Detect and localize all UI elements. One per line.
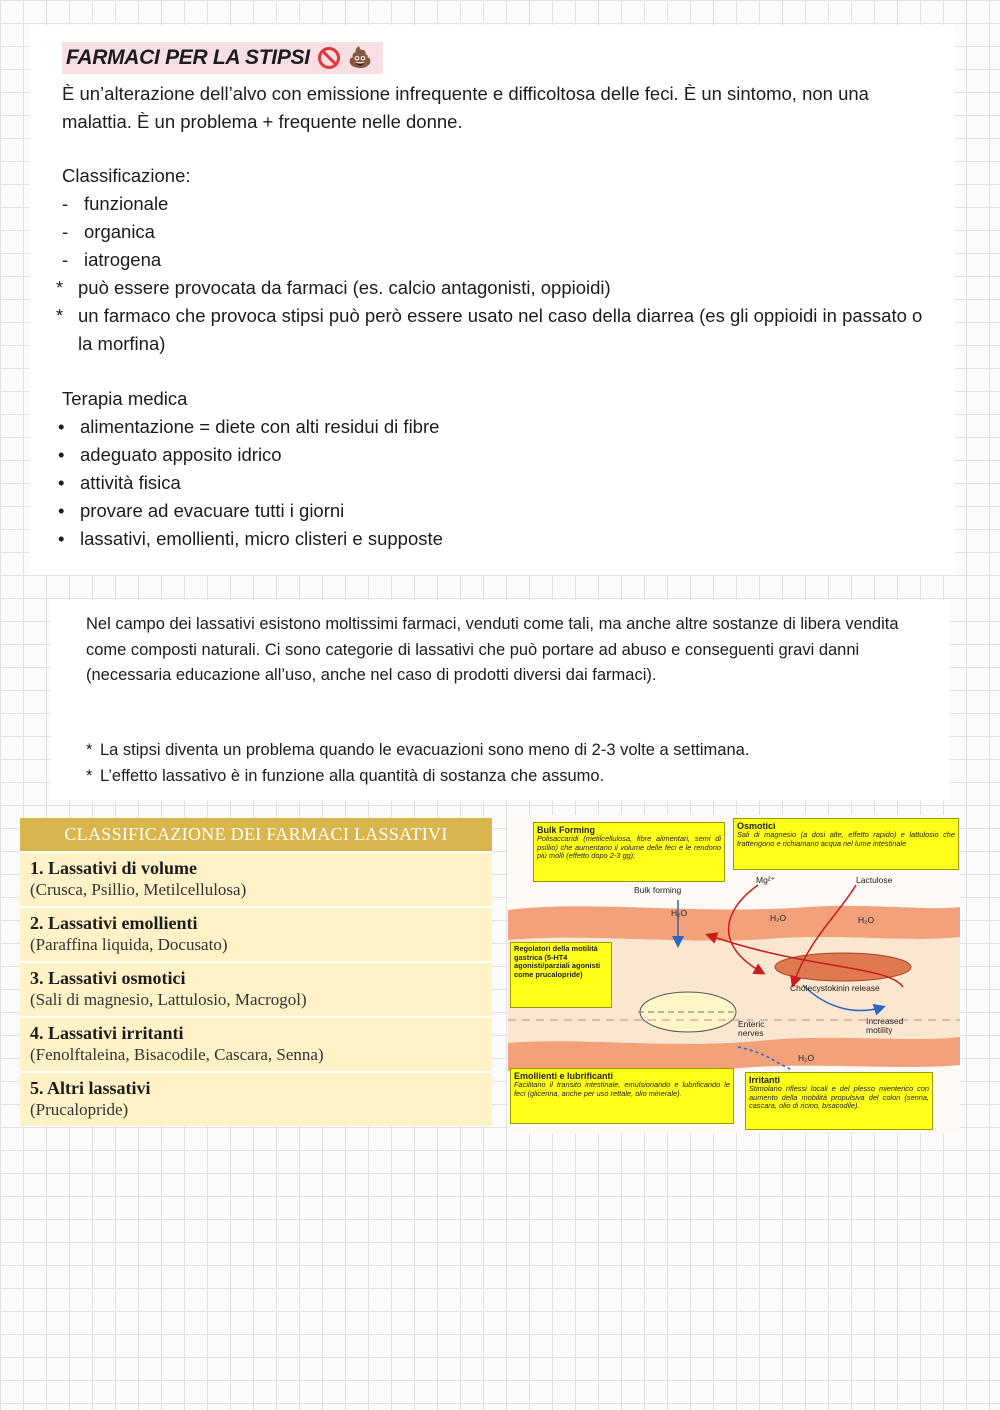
table-row <box>20 961 492 1016</box>
classification-list <box>62 190 168 274</box>
laxative-mechanisms-diagram <box>508 815 960 1133</box>
page-title <box>62 42 383 74</box>
page-title-text: FARMACI PER LA STIPSI <box>66 46 310 69</box>
row-name: 5. Altri lassativi <box>30 1078 151 1098</box>
emollients-box: Emollienti e lubrificanti Facilitano il transito intestinale, emulsionando e lubrificando le feci (glicerina, anche per uso rettale, olio minerale). <box>510 1068 734 1124</box>
therapy-heading: Terapia medica <box>62 388 188 409</box>
note-item: * un farmaco che provoca stipsi può però essere usato nel caso della diarrea (es gli oppioidi in passato o la morfina) <box>56 305 923 354</box>
row-examples: (Sali di magnesio, Lattulosio, Macrogol) <box>30 990 307 1009</box>
cholecystokinin-label: Cholecystokinin release <box>790 983 880 993</box>
h2o-label: H₂O <box>770 913 787 923</box>
list-item: • alimentazione = diete con alti residui di fibre <box>58 416 440 437</box>
laxatives-paragraph: Nel campo dei lassativi esistono moltissimi farmaci, venduti come tali, ma anche altre sostanze di libera vendita come composti naturali. Ci sono categorie di lassativi che può portare ad abuso e conseguenti gravi danni (necessaria educazione all’uso, anche nel caso di prodotti diversi dai farmaci). <box>86 615 899 684</box>
note-item: * La stipsi diventa un problema quando le evacuazioni sono meno di 2-3 volte a settimana. <box>86 741 750 759</box>
table-row <box>20 1016 492 1071</box>
mg-label: Mg²⁺ <box>756 875 776 885</box>
row-examples: (Fenolftaleina, Bisacodile, Cascara, Senna) <box>30 1045 324 1064</box>
row-examples: (Paraffina liquida, Docusato) <box>30 935 228 954</box>
table-row <box>20 906 492 961</box>
list-item: - organica <box>62 221 155 242</box>
enteric-nerves-label: Enteric nerves <box>738 1019 765 1038</box>
row-name: 3. Lassativi osmotici <box>30 968 186 988</box>
row-examples: (Crusca, Psillio, Metilcellulosa) <box>30 880 247 899</box>
intro-text: È un’alterazione dell’alvo con emissione infrequente e difficoltosa delle feci. È un sintomo, non una malattia. È un problema + frequente nelle donne. <box>62 83 869 132</box>
lactulose-label: Lactulose <box>856 875 893 885</box>
h2o-label: H₂O <box>798 1053 815 1063</box>
classification-heading: Classificazione: <box>62 165 191 186</box>
list-item: • provare ad evacuare tutti i giorni <box>58 500 345 521</box>
table-row <box>20 851 492 906</box>
irritants-box: Irritanti Stimolano riflessi locali e del plesso mienterico con aumento della mobilità propulsiva del colon (senna, cascara, olio di ricino, bisacodile). <box>745 1072 933 1130</box>
note-item: * può essere provocata da farmaci (es. calcio antagonisti, oppioidi) <box>56 277 611 298</box>
row-examples: (Prucalopride) <box>30 1100 129 1119</box>
list-item: • adeguato apposito idrico <box>58 444 282 465</box>
row-name: 2. Lassativi emollienti <box>30 913 198 933</box>
laxatives-notes <box>86 738 749 789</box>
therapy-list <box>58 413 443 553</box>
h2o-label: H₂O <box>858 915 875 925</box>
row-name: 4. Lassativi irritanti <box>30 1023 184 1043</box>
no-entry-icon <box>318 47 340 69</box>
osmotic-box: Osmotici Sali di magnesio (a dosi alte, effetto rapido) e lattulosio che trattengono e richiamano acqua nel lume intestinale <box>733 818 959 870</box>
motility-regulators-box: Regolatori della motilità gastrica (5-HT4 agonisti/parziali agonisti come prucalopride) <box>510 942 612 1008</box>
laxatives-classification-table <box>20 818 492 1126</box>
bulk-forming-box: Bulk Forming Polisaccaridi (metilcellulosa, fibre alimentari, semi di psillio) che aumentano il volume delle feci e le rendono più molli (effetto dopo 2-3 gg); <box>533 822 725 882</box>
list-item: • lassativi, emollienti, micro clisteri e supposte <box>58 528 443 549</box>
note-item: * L’effetto lassativo è in funzione alla quantità di sostanza che assumo. <box>86 766 605 785</box>
increased-motility-label: Increased motility <box>866 1016 904 1035</box>
table-header: CLASSIFICAZIONE DEI FARMACI LASSATIVI <box>20 818 492 851</box>
table-row <box>20 1071 492 1126</box>
row-name: 1. Lassativi di volume <box>30 858 198 878</box>
list-item: • attività fisica <box>58 472 181 493</box>
poo-icon: 💩 <box>347 47 373 69</box>
h2o-label: H₂O <box>671 908 688 918</box>
list-item: - funzionale <box>62 193 169 214</box>
bulk-forming-label: Bulk forming <box>634 885 682 895</box>
classification-notes <box>56 274 936 358</box>
list-item: - iatrogena <box>62 249 162 270</box>
